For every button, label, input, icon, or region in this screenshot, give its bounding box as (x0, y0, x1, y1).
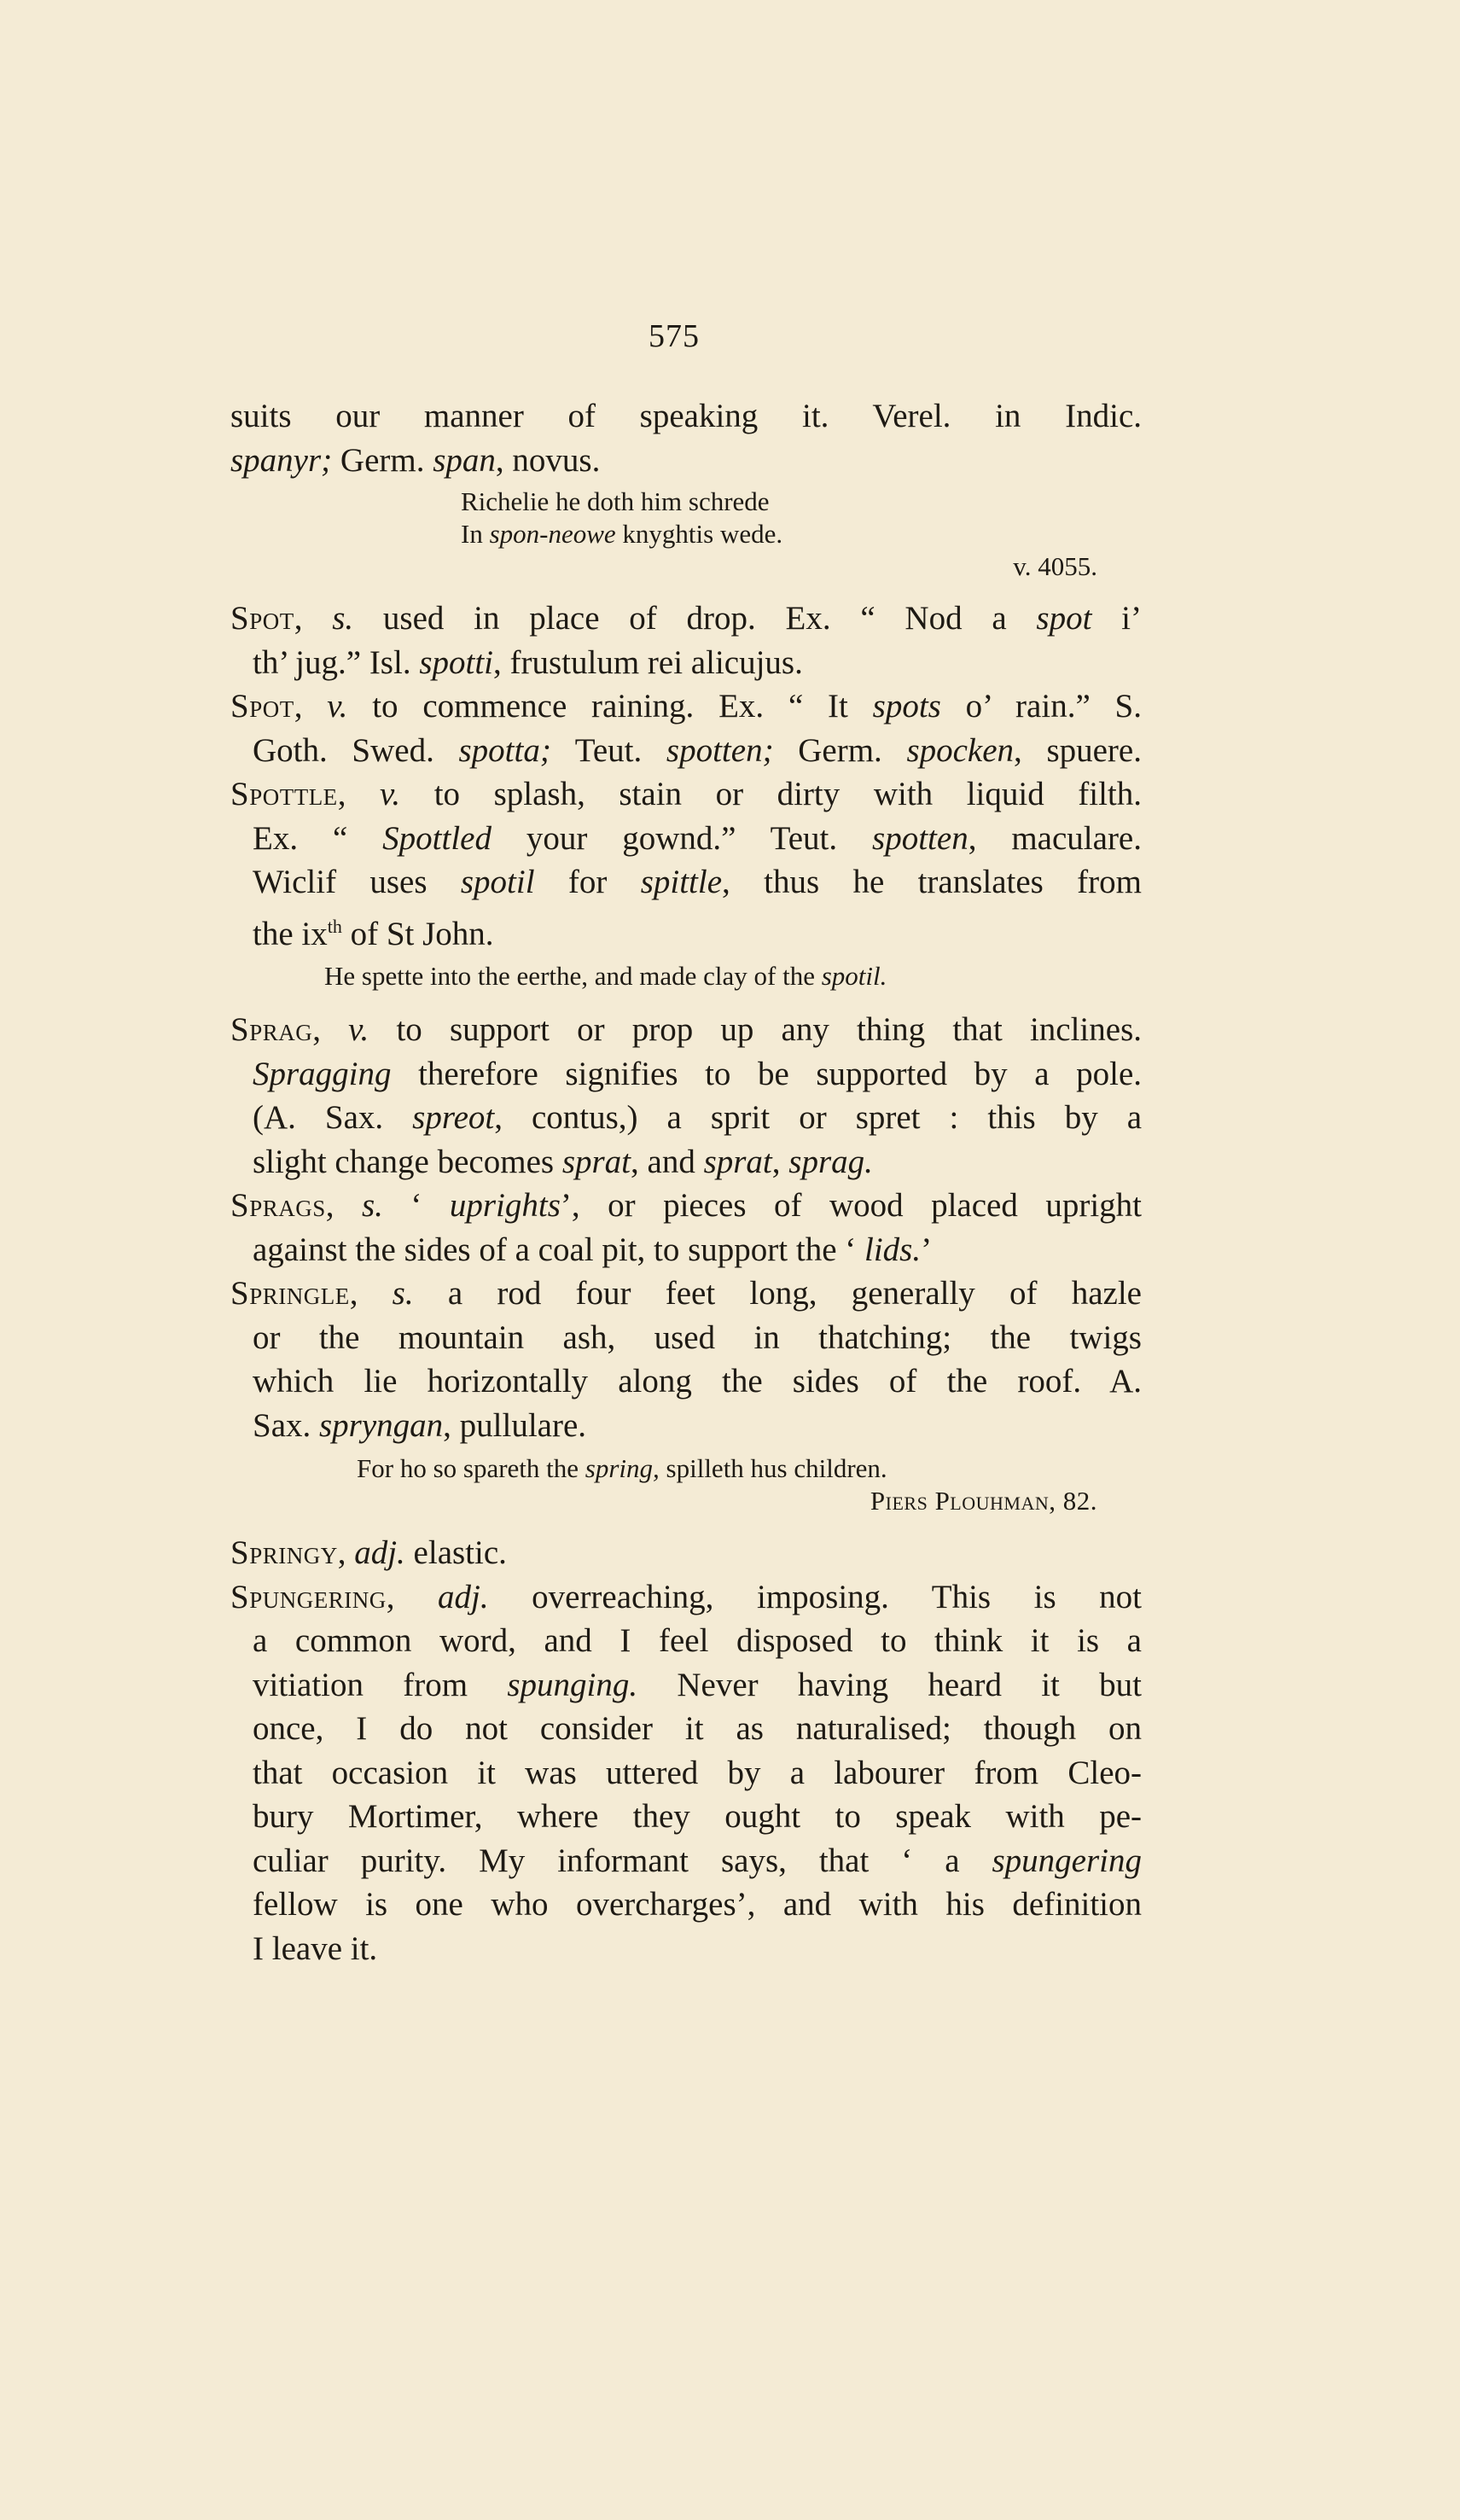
headword: Springle (230, 1275, 350, 1312)
entry-sprag: Sprag, v. to support or prop up any thing that inclines. (230, 1011, 1143, 1048)
text-line: Ex. “ Spottled your gownd.” Teut. spotten, maculare. (253, 819, 1142, 857)
text-line: against the sides of a coal pit, to support the ‘ lids.’ (253, 1231, 933, 1268)
entry-spot-noun: Spot, s. used in place of drop. Ex. “ Nod a spot i’ (230, 600, 1143, 637)
headword: Spot (230, 600, 294, 637)
text-line: Spragging therefore signifies to be supported by a pole. (253, 1055, 1142, 1092)
quotation-line: Richelie he doth him schrede (461, 486, 770, 516)
quotation-line: For ho so spareth the spring, spilleth hus children. (357, 1453, 887, 1483)
text-line: fellow is one who overcharges’, and with his definition (253, 1886, 1142, 1923)
text-line: th’ jug.” Isl. spotti, frustulum rei alicujus. (253, 643, 803, 681)
text-line: Wiclif uses spotil for spittle, thus he translates from (253, 864, 1142, 900)
text-line: spanyr; Germ. span, novus. (230, 441, 601, 479)
entry-spungering: Spungering, adj. overreaching, imposing. This is not (230, 1578, 1143, 1615)
quotation-line: He spette into the eerthe, and made clay of the spotil. (324, 961, 887, 991)
page-number: 575 (649, 318, 700, 354)
quotation-reference: v. 4055. (1013, 551, 1097, 581)
entry-springle: Springle, s. a rod four feet long, generally of hazle (230, 1275, 1142, 1312)
text-line: Goth. Swed. spotta; Teut. spotten; Germ. spocken, spuere. (253, 731, 1142, 769)
headword: Sprags (230, 1187, 326, 1224)
text-line: Sax. spryngan, pullulare. (253, 1406, 587, 1444)
headword: Sprag (230, 1011, 313, 1048)
entry-sprags: Sprags, s. ‘ uprights’, or pieces of wood placed upright (230, 1187, 1142, 1224)
headword: Spottle (230, 776, 338, 812)
text-line: the $ix^{th}$ of St John. (253, 915, 494, 952)
text-line: I leave it. (253, 1929, 378, 1967)
entry-spottle: Spottle, v. to splash, stain or dirty with liquid filth. (230, 776, 1142, 812)
text-line: suits our manner of speaking it. Verel. in Indic. (230, 398, 1142, 434)
text-line: vitiation from spunging. Never having heard it but (253, 1666, 1142, 1703)
text-line: a common word, and I feel disposed to think it is a (253, 1622, 1142, 1659)
text-line: (A. Sax. spreot, contus,) a sprit or spret : this by a (253, 1099, 1143, 1136)
text-line: once, I do not consider it as naturalised; though on (253, 1710, 1142, 1747)
quotation-line: In spon-neowe knyghtis wede. (461, 519, 783, 549)
entry-springy: Springy, adj. elastic. (230, 1534, 507, 1571)
headword: Spungering (230, 1578, 387, 1615)
headword: Springy (230, 1534, 338, 1571)
text-line: slight change becomes sprat, and sprat, sprag. (253, 1143, 873, 1180)
text-line: which lie horizontally along the sides of the roof. A. (253, 1363, 1142, 1400)
page-body (230, 394, 1142, 1970)
text-line: culiar purity. My informant says, that ‘ a spungering (253, 1842, 1142, 1879)
text-line: or the mountain ash, used in thatching; the twigs (253, 1318, 1142, 1356)
quotation-reference: Piers Plouhman, 82. (870, 1486, 1097, 1516)
headword: Spot (230, 688, 294, 725)
text-line: that occasion it was uttered by a labourer from Cleo- (253, 1754, 1142, 1791)
text-line: bury Mortimer, where they ought to speak with pe- (253, 1798, 1142, 1835)
entry-spot-verb: Spot, v. to commence raining. Ex. “ It spots o’ rain.” S. (230, 688, 1142, 725)
